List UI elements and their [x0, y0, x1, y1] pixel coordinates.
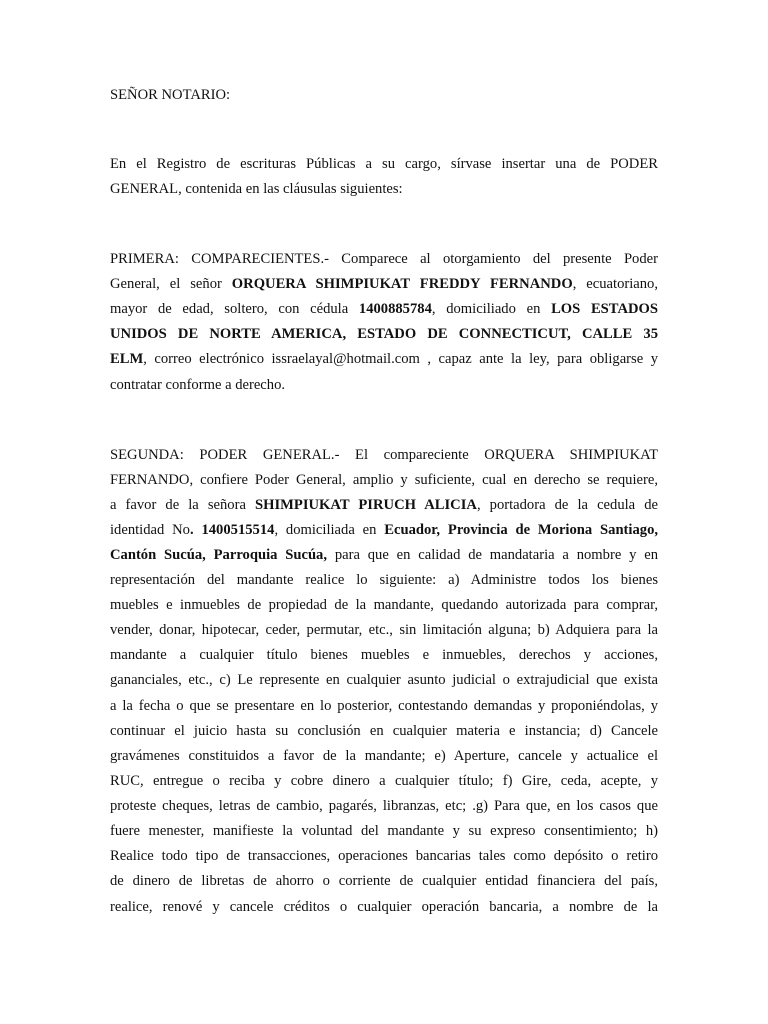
segunda-line	[110, 671, 658, 689]
primera-line	[110, 300, 658, 318]
segunda-line	[110, 697, 658, 715]
text-run: de dinero de libretas de ahorro o corriente de cualquier entidad financiera del país,	[110, 873, 658, 889]
segunda-line	[110, 546, 658, 564]
segunda-line	[110, 822, 658, 840]
text-run: En el Registro de escrituras Públicas a su cargo, sírvase insertar una de PODER	[110, 156, 658, 172]
text-run: RUC, entregue o reciba y cobre dinero a cualquier título; f) Gire, ceda, acepte, y	[110, 773, 658, 789]
text-run: realice, renové y cancele créditos o cualquier operación bancaria, a nombre de la	[110, 899, 658, 915]
text-run: Realice todo tipo de transacciones, operaciones bancarias tales como depósito o retiro	[110, 848, 658, 864]
text-run: SEGUNDA: PODER GENERAL.- El compareciente ORQUERA SHIMPIUKAT	[110, 447, 658, 463]
segunda-line	[110, 471, 658, 489]
segunda-line	[110, 747, 658, 765]
segunda-line	[110, 496, 658, 514]
text-run: continuar el juicio hasta su conclusión en cualquier materia e instancia; d) Cancele	[110, 723, 658, 739]
text-run: proteste cheques, letras de cambio, pagarés, libranzas, etc; .g) Para que, en los casos que	[110, 798, 658, 814]
intro-line	[110, 155, 658, 173]
salutation: SEÑOR NOTARIO:	[110, 87, 231, 103]
text-run: GENERAL, contenida en las cláusulas siguientes:	[110, 181, 403, 197]
text-run: , domiciliada en	[274, 522, 385, 538]
segunda-line	[110, 722, 658, 740]
bold-text-run: 1400885784	[358, 301, 432, 317]
segunda-line	[110, 446, 658, 464]
segunda-line	[110, 596, 658, 614]
segunda-line	[110, 621, 658, 639]
text-run: fuere menester, manifieste la voluntad del mandante y su expreso consentimiento; h)	[110, 823, 658, 839]
bold-text-run: Cantón Sucúa, Parroquia Sucúa,	[110, 547, 328, 563]
text-run: a favor de la señora	[110, 497, 255, 513]
text-run: para que en calidad de mandataria a nombre y en	[327, 547, 659, 563]
segunda-line	[110, 847, 658, 865]
segunda-line	[110, 772, 658, 790]
text-run: mandante a cualquier título bienes muebles e inmuebles, derechos y acciones,	[110, 647, 658, 663]
bold-text-run: . 1400515514	[189, 522, 275, 538]
text-run: muebles e inmuebles de propiedad de la mandante, quedando autorizada para comprar,	[110, 597, 658, 613]
text-run: contratar conforme a derecho.	[110, 377, 286, 393]
segunda-line	[110, 898, 658, 916]
intro-line	[110, 180, 658, 198]
text-run: , portadora de la cedula de	[476, 497, 658, 513]
text-run: identidad No	[110, 522, 190, 538]
text-run: , correo electrónico issraelayal@hotmail.com , capaz ante la ley, para obligarse y	[143, 351, 658, 367]
bold-text-run: ELM	[110, 351, 144, 367]
text-run: vender, donar, hipotecar, ceder, permutar, etc., sin limitación alguna; b) Adquiera para la	[110, 622, 658, 638]
primera-line	[110, 350, 658, 368]
bold-text-run: UNIDOS DE NORTE AMERICA, ESTADO DE CONNECTICUT, CALLE 35	[110, 326, 658, 342]
text-run: a la fecha o que se presentare en lo posterior, contestando demandas y proponiéndolas, y	[110, 698, 658, 714]
bold-text-run: Ecuador, Provincia de Moriona Santiago,	[384, 522, 659, 538]
segunda-line	[110, 571, 658, 589]
primera-line	[110, 275, 658, 293]
primera-line	[110, 325, 658, 343]
text-run: gravámenes constituidos a favor de la mandante; e) Aperture, cancele y actualice el	[110, 748, 658, 764]
segunda-line	[110, 521, 658, 539]
bold-text-run: ORQUERA SHIMPIUKAT FREDDY FERNANDO	[231, 276, 573, 292]
segunda-line	[110, 646, 658, 664]
segunda-line	[110, 797, 658, 815]
text-run: , ecuatoriano,	[572, 276, 659, 292]
primera-line	[110, 376, 658, 394]
text-run: FERNANDO, confiere Poder General, amplio y suficiente, cual en derecho se requiere,	[110, 472, 658, 488]
text-run: , domiciliado en	[431, 301, 552, 317]
text-run: mayor de edad, soltero, con cédula	[110, 301, 359, 317]
bold-text-run: SHIMPIUKAT PIRUCH ALICIA	[255, 497, 477, 513]
segunda-line	[110, 872, 658, 890]
bold-text-run: LOS ESTADOS	[551, 301, 658, 317]
text-run: PRIMERA: COMPARECIENTES.- Comparece al otorgamiento del presente Poder	[110, 251, 658, 267]
primera-line	[110, 250, 658, 268]
text-run: General, el señor	[110, 276, 232, 292]
text-run: gananciales, etc., c) Le represente en cualquier asunto judicial o extrajudicial que exista	[110, 672, 658, 688]
text-run: representación del mandante realice lo siguiente: a) Administre todos los bienes	[110, 572, 658, 588]
